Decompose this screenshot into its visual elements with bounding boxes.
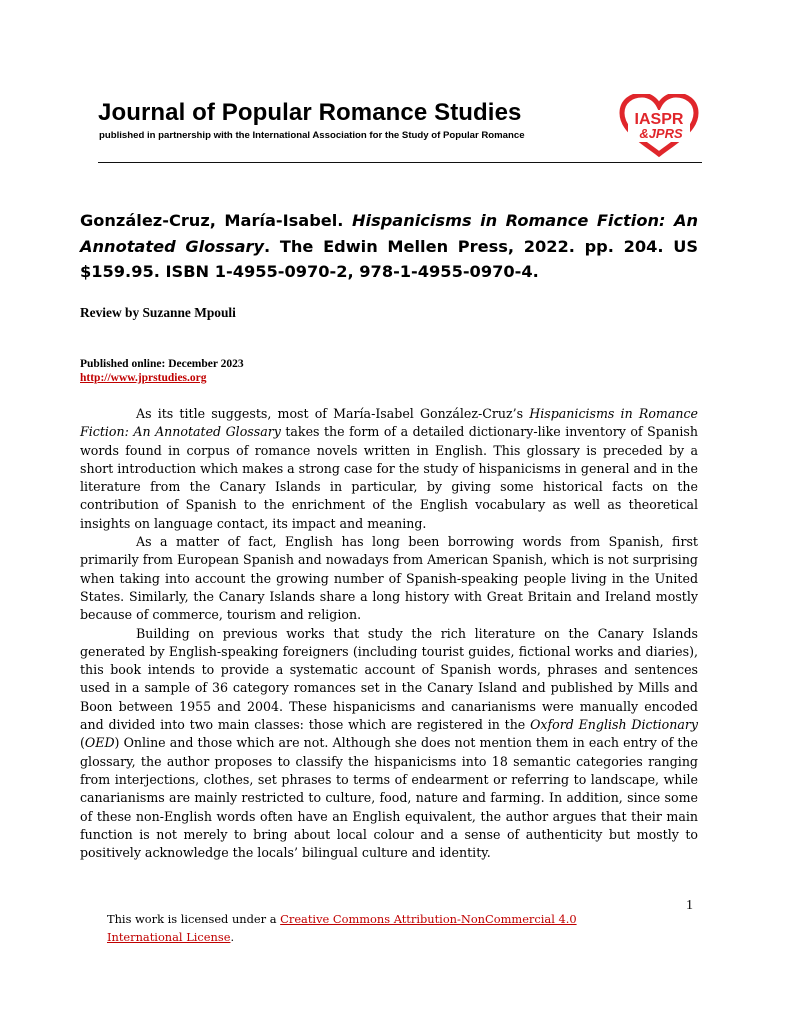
review-body <box>80 405 698 862</box>
reviewer-line: Review by Suzanne Mpouli <box>80 305 236 320</box>
journal-url-link[interactable]: http://www.jprstudies.org <box>80 372 207 384</box>
published-date: Published online: December 2023 <box>80 358 244 370</box>
book-title-italic: Hispanicisms in Romance Fiction: An Annotated Glossary <box>80 406 698 440</box>
publication-info <box>80 357 244 385</box>
journal-title: Journal of Popular Romance Studies <box>98 99 522 126</box>
license-notice: This work is licensed under a Creative Commons Attribution-NonCommercial 4.0 International License. <box>107 912 577 944</box>
logo-text-jprs: &JPRS <box>639 126 683 141</box>
masthead <box>98 97 702 165</box>
oed-title-italic: Oxford English Dictionary <box>530 717 698 733</box>
citation-details: . The Edwin Mellen Press, 2022. pp. 204. US $159.95. ISBN 1-4955-0970-2, 978-1-4955-0970-4. <box>80 236 699 281</box>
license-link[interactable]: Creative Commons Attribution-NonCommercial 4.0 International License <box>107 912 577 944</box>
citation-book-title: Hispanicisms in Romance Fiction: An Annotated Glossary <box>80 211 699 256</box>
body-paragraph-3: Building on previous works that study the rich literature on the Canary Islands generated by English-speaking foreigners (including tourist guides, fictional works and diaries), this book intends to provide a systematic account of Spanish words, phrases and sentences used in a sample of 36 category romances set in the Canary Island and published by Mills and Boon between 1955 and 2004. These hispanicisms and canarianisms were manually encoded and divided into two main classes: those which are registered in the Oxford English Dictionary (OED) Online and those which are not. Although she does not mention them in each entry of the glossary, the author proposes to classify the hispanicisms into 18 semantic categories ranging from interjections, clothes, set phrases to terms of endearment or referring to landscape, while canarianisms are mainly restricted to culture, food, nature and farming. In addition, since some of these non-English words often have an English equivalent, the author argues that their main function is not merely to bring about local colour and a sense of authenticity but mostly to positively acknowledge the locals’ bilingual culture and identity. <box>80 625 698 861</box>
body-paragraph-1: As its title suggests, most of María-Isabel González-Cruz’s Hispanicisms in Romance Fiction: An Annotated Glossary takes the form of a detailed dictionary-like inventory of Spanish words found in corpus of romance novels written in English. This glossary is preceded by a short introduction which makes a strong case for the study of hispanicisms in general and in the literature from the Canary Islands in particular, by giving some historical facts on the contribution of Spanish to the enrichment of the English vocabulary as well as theoretical insights on language contact, its impact and meaning. <box>80 406 698 531</box>
journal-subtitle: published in partnership with the International Association for the Study of Popular Romance <box>99 130 525 141</box>
citation-author: González-Cruz, María-Isabel. <box>80 211 344 230</box>
citation <box>80 208 698 285</box>
oed-abbrev-italic: OED <box>84 735 115 751</box>
body-paragraph-2: As a matter of fact, English has long been borrowing words from Spanish, first primarily from European Spanish and nowadays from American Spanish, which is not surprising when taking into account the growing number of Spanish-speaking people living in the United States. Similarly, the Canary Islands share a long history with Great Britain and Ireland mostly because of commerce, tourism and religion. <box>80 534 698 623</box>
logo-text-iaspr: IASPR <box>634 111 684 128</box>
heart-logo-icon <box>618 94 700 158</box>
page-number: 1 <box>686 898 693 913</box>
header-rule <box>98 162 702 163</box>
